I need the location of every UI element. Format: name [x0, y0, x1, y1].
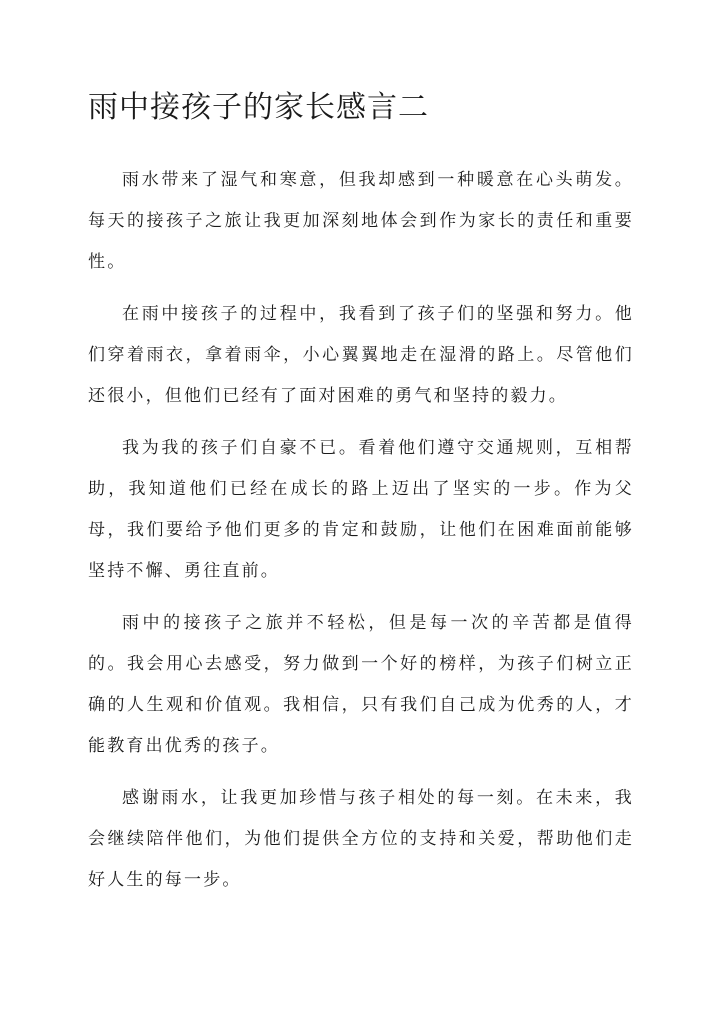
paragraph-4: 雨中的接孩子之旅并不轻松，但是每一次的辛苦都是值得的。我会用心去感受，努力做到一个好的榜样，为孩子们树立正确的人生观和价值观。我相信，只有我们自己成为优秀的人，才能教育出优秀的孩子。	[88, 613, 634, 756]
paragraph-2: 在雨中接孩子的过程中，我看到了孩子们的坚强和努力。他们穿着雨衣，拿着雨伞，小心翼翼地走在湿滑的路上。尽管他们还很小，但他们已经有了面对困难的勇气和坚持的毅力。	[88, 304, 634, 406]
document-title: 雨中接孩子的家长感言二	[88, 90, 429, 125]
paragraph-5: 感谢雨水，让我更加珍惜与孩子相处的每一刻。在未来，我会继续陪伴他们，为他们提供全方位的支持和关爱，帮助他们走好人生的每一步。	[88, 788, 634, 890]
document-body	[88, 160, 634, 912]
paragraph-1: 雨水带来了湿气和寒意，但我却感到一种暖意在心头萌发。每天的接孩子之旅让我更加深刻地体会到作为家长的责任和重要性。	[88, 170, 634, 272]
paragraph-3: 我为我的孩子们自豪不已。看着他们遵守交通规则，互相帮助，我知道他们已经在成长的路上迈出了坚实的一步。作为父母，我们要给予他们更多的肯定和鼓励，让他们在困难面前能够坚持不懈、勇往直前。	[88, 438, 634, 581]
